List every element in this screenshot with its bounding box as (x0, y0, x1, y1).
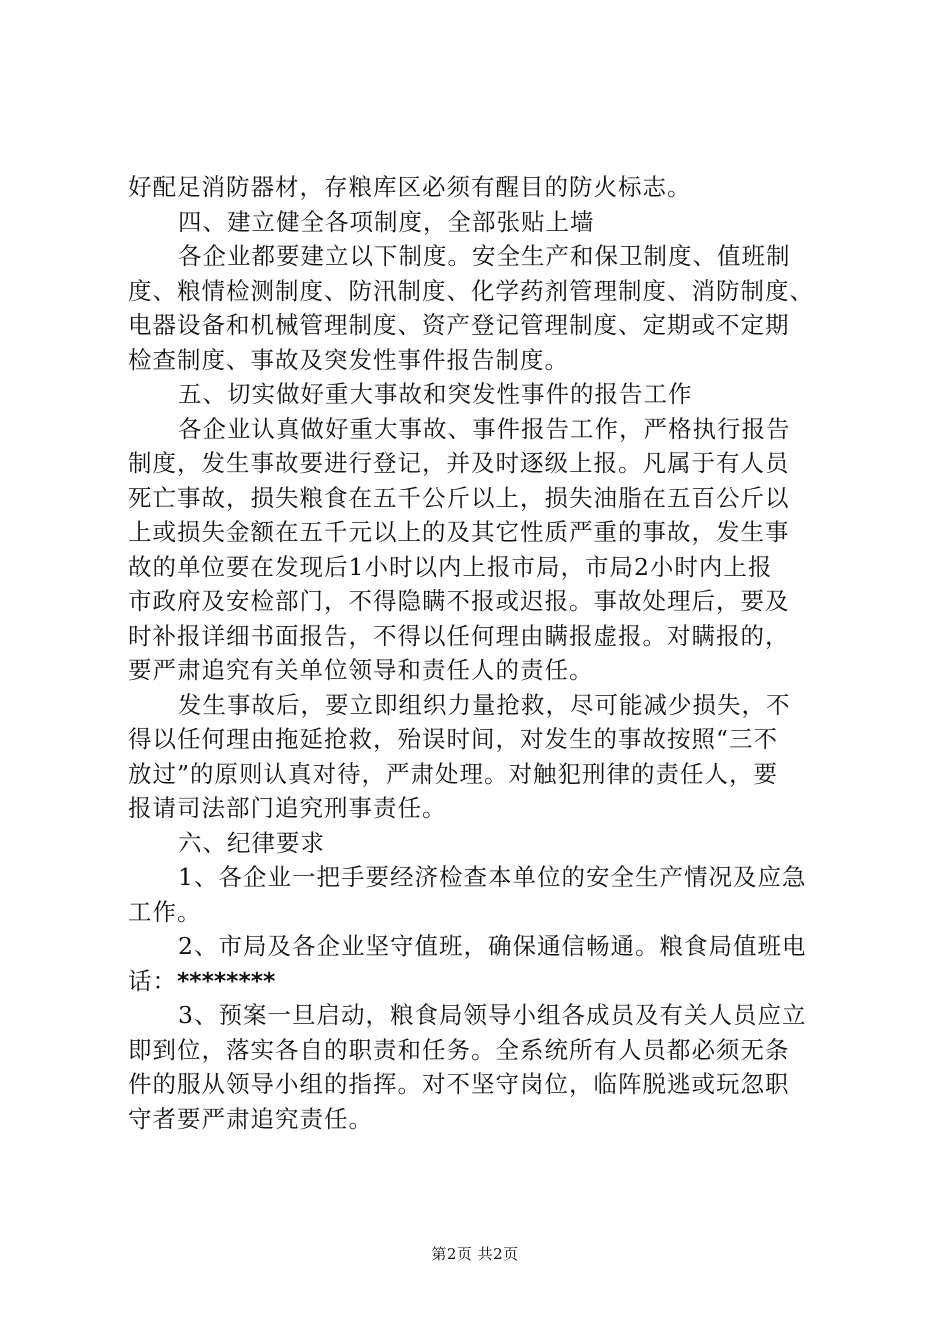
text-line: 各企业都要建立以下制度。安全生产和保卫制度、值班制 (178, 242, 791, 270)
text-line: 3、预案一旦启动，粮食局领导小组各成员及有关人员应立 (178, 1001, 807, 1029)
phone-label: 话： (128, 966, 177, 995)
text-line: 即到位，落实各自的职责和任务。全系统所有人员都必须无条 (128, 1035, 790, 1064)
page-footer: 第2页 共2页 (431, 1245, 519, 1263)
text-line: 制度，发生事故要进行登记，并及时逐级上报。凡属于有人员 (128, 449, 790, 477)
text-line: 守者要严肃追究责任。 (128, 1104, 373, 1133)
phone-line (128, 964, 852, 999)
text-line: 工作。 (128, 897, 202, 926)
text-line: 2、市局及各企业坚守值班，确保通信畅通。粮食局值班电 (178, 932, 807, 960)
text-line: 电器设备和机械管理制度、资产登记管理制度、定期或不定期 (128, 311, 790, 339)
text-line: 检查制度、事故及突发性事件报告制度。 (128, 345, 569, 374)
text-line: 时补报详细书面报告，不得以任何理由瞒报虚报。对瞒报的， (128, 621, 790, 650)
text-line: 故的单位要在发现后1小时以内上报市局，市局2小时内上报 (128, 552, 773, 581)
text-line: 放过”的原则认真对待，严肃处理。对触犯刑律的责任人，要 (128, 759, 779, 788)
section-heading-4: 四、建立健全各项制度，全部张贴上墙 (178, 207, 595, 236)
text-line: 发生事故后，要立即组织力量抢救，尽可能减少损失，不 (178, 690, 791, 719)
text-line: 上或损失金额在五千元以上的及其它性质严重的事故，发生事 (128, 518, 790, 546)
phone-value: ******** (177, 966, 276, 995)
text-line: 要严肃追究有关单位领导和责任人的责任。 (128, 656, 594, 684)
document-body (128, 170, 852, 1136)
text-line: 度、粮情检测制度、防汛制度、化学药剂管理制度、消防制度、 (128, 276, 814, 305)
section-heading-6: 六、纪律要求 (178, 828, 325, 857)
section-heading-5: 五、切实做好重大事故和突发性事件的报告工作 (178, 380, 693, 408)
text-line: 各企业认真做好重大事故、事件报告工作，严格执行报告 (178, 414, 791, 443)
text-line: 死亡事故，损失粮食在五千公斤以上，损失油脂在五百公斤以 (128, 483, 790, 512)
text-line: 件的服从领导小组的指挥。对不坚守岗位，临阵脱逃或玩忽职 (128, 1070, 790, 1098)
text-line: 好配足消防器材，存粮库区必须有醒目的防火标志。 (128, 173, 692, 201)
text-line: 得以任何理由拖延抢救，殆误时间，对发生的事故按照“三不 (128, 725, 779, 753)
text-line: 市政府及安检部门，不得隐瞒不报或迟报。事故处理后，要及 (128, 587, 790, 615)
text-line: 1、各企业一把手要经济检查本单位的安全生产情况及应急 (178, 863, 807, 891)
text-line: 报请司法部门追究刑事责任。 (128, 794, 447, 822)
